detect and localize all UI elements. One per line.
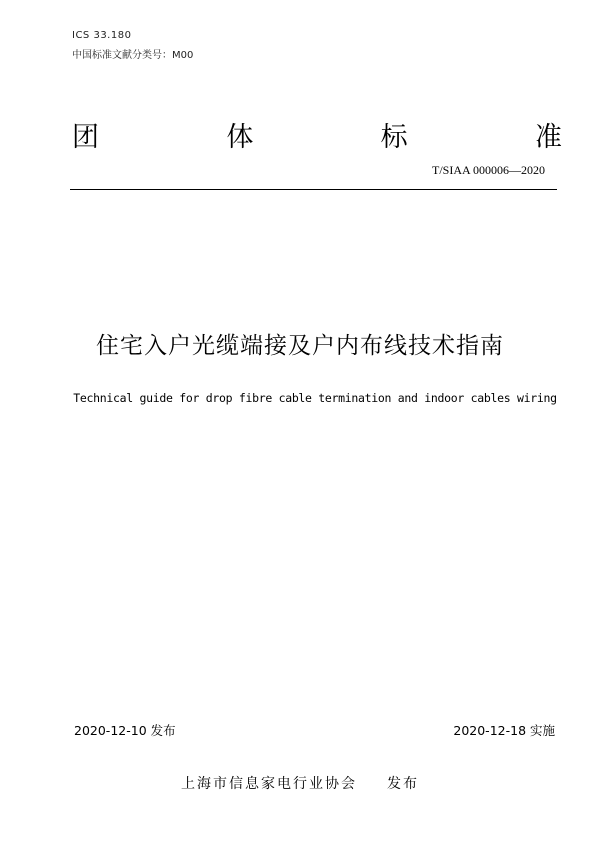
standard-type-heading xyxy=(72,115,562,154)
publish-action: 发布 xyxy=(387,776,419,792)
implementation-date: 2020-12-18 实施 xyxy=(453,723,555,738)
standard-type-char: 标 xyxy=(380,122,408,153)
document-title-english: Technical guide for drop fibre cable termination and indoor cables wiring xyxy=(73,391,557,405)
standard-code: T/SIAA 000006—2020 xyxy=(431,163,545,177)
ics-number: ICS 33.180 xyxy=(72,30,132,41)
publisher-name: 上海市信息家电行业协会 xyxy=(181,776,357,792)
issue-date: 2020-12-10 发布 xyxy=(74,723,176,738)
standard-type-char: 团 xyxy=(72,122,99,153)
publisher-line xyxy=(0,773,600,793)
header-divider xyxy=(70,189,557,190)
standard-type-char: 体 xyxy=(226,122,254,153)
document-title-chinese: 住宅入户光缆端接及户内布线技术指南 xyxy=(96,333,504,359)
standard-type-char: 准 xyxy=(534,122,562,153)
classification-number: 中国标准文献分类号：M00 xyxy=(72,50,194,61)
